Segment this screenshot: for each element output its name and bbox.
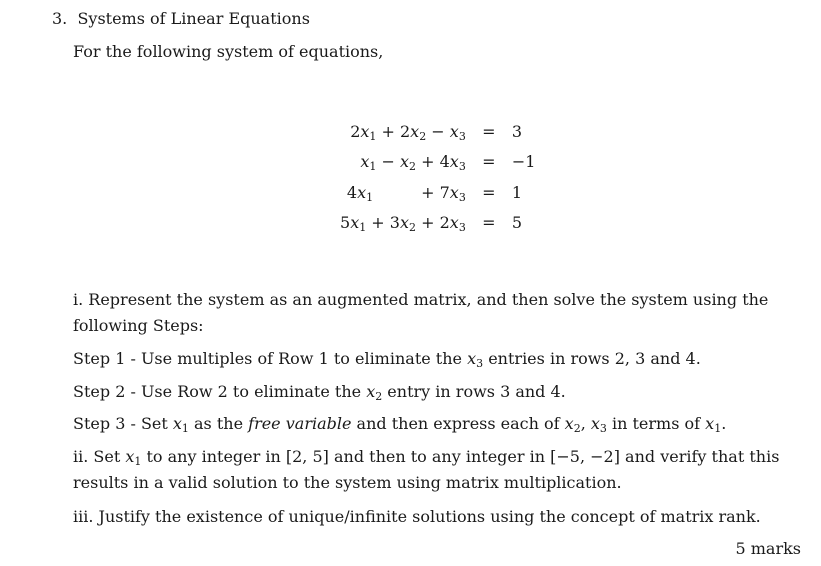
equation-system bbox=[340, 116, 535, 238]
equation-rhs: 3 bbox=[511, 121, 522, 141]
question-number: 3. bbox=[52, 9, 68, 28]
step-1-text: Step 1 - Use multiples of Row 1 to eliminate the $x_3$ entries in rows 2, 3 and 4. bbox=[73, 349, 701, 370]
equation-lhs: $5x_1 + 3x_2 + 2x_3$ bbox=[340, 213, 466, 235]
equation-rhs: 1 bbox=[511, 182, 522, 202]
equation-lhs: $2x_1 + 2x_2 - x_3$ bbox=[350, 121, 466, 143]
equals-sign: = bbox=[482, 152, 496, 172]
part-iii-text: iii. Justify the existence of unique/infinite solutions using the concept of matrix rank. bbox=[73, 507, 761, 526]
equation-rhs: 5 bbox=[511, 213, 522, 233]
equals-sign: = bbox=[482, 182, 496, 202]
equals-sign: = bbox=[482, 121, 496, 141]
equation-lhs: $x_1 - x_2 + 4x_3$ bbox=[360, 152, 466, 174]
step-2-text: Step 2 - Use Row 2 to eliminate the $x_2$ entry in rows 3 and 4. bbox=[73, 382, 566, 403]
part-ii-text: ii. Set $x_1$ to any integer in [2, 5] and then to any integer in [−5, −2] and verify that this results in a valid solution to the system using matrix multiplication. bbox=[73, 447, 780, 492]
question-heading bbox=[52, 9, 310, 29]
part-i-text: i. Represent the system as an augmented matrix, and then solve the system using the following Steps: bbox=[73, 290, 769, 335]
equation-row bbox=[340, 147, 535, 178]
free-variable-emphasis: free variable bbox=[248, 414, 352, 433]
step-3-text: Step 3 - Set $x_1$ as the free variable and then express each of $x_2$, $x_3$ in terms of $x_1$. bbox=[73, 414, 727, 435]
equation-row bbox=[340, 177, 535, 208]
equals-sign: = bbox=[482, 213, 496, 233]
equation-lhs: $4x_1 + 7x_3$ bbox=[346, 182, 466, 204]
equation-row bbox=[340, 116, 535, 147]
question-intro: For the following system of equations, bbox=[73, 42, 384, 61]
equation-row bbox=[340, 208, 535, 239]
question-title: Systems of Linear Equations bbox=[77, 9, 310, 28]
marks-label: 5 marks bbox=[735, 539, 801, 558]
equation-rhs: −1 bbox=[511, 152, 536, 172]
